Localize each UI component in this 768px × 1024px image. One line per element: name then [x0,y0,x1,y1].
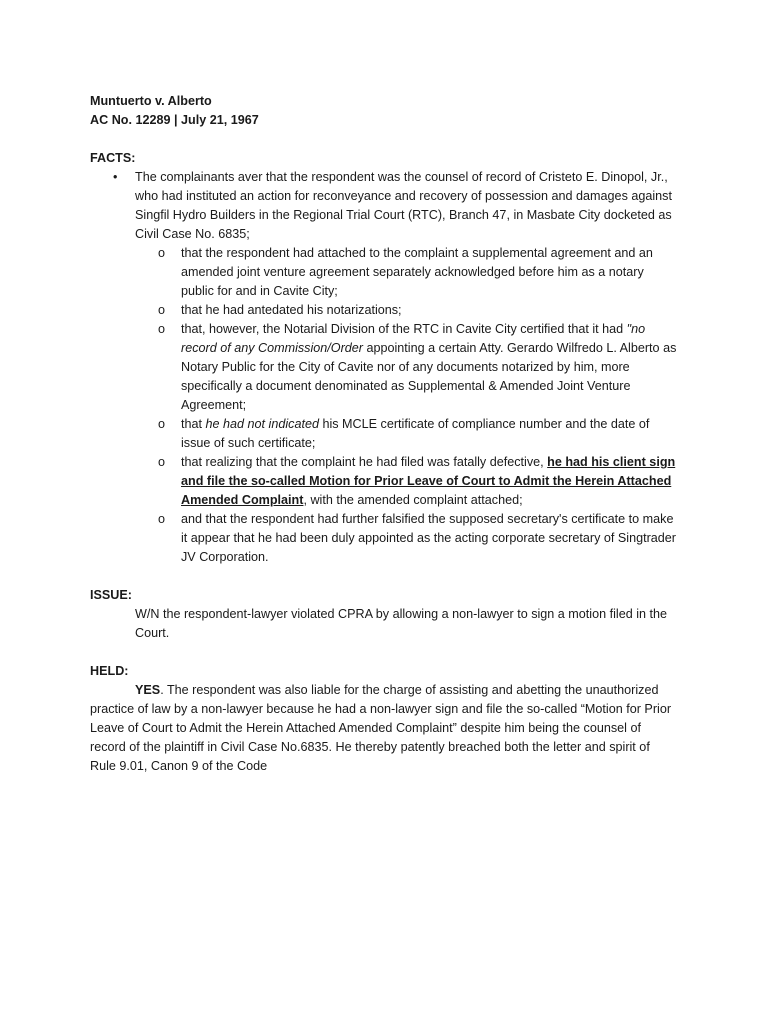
sub-text-plain: appointing a certain Atty. Gerardo Wilfredo L. Alberto as Notary Public for the City of Cavite nor of any documents notarized by him, more specifically a document denominated as Supplemental & Amended Joint Venture Agreement; [181,341,677,412]
sub-bullet-glyph: o [158,303,166,317]
sub-text-plain: that, however, the Notarial Division of the RTC in Cavite City certified that it had [181,322,627,336]
sub-bullet-glyph: o [158,322,166,336]
sub-bullet-glyph: o [158,512,166,526]
facts-sub-item [90,415,678,453]
sub-text-plain: that [181,417,206,431]
bullet-glyph: • [113,170,118,184]
held-heading: HELD: [90,664,129,678]
facts-sub-item [90,244,678,301]
issue-heading: ISSUE: [90,588,132,602]
facts-sub-list [90,244,678,567]
sub-text-italic: "no record of any Commission/Order [181,322,646,355]
held-lead: YES [135,683,161,697]
case-title: Muntuerto v. Alberto [90,94,212,108]
facts-sub-text: that he had antedated his notarizations; [181,303,402,317]
sub-bullet-glyph: o [158,246,166,260]
sub-text-underlined-bold: he had his client sign and file the so-called Motion for Prior Leave of Court to Admit the Herein Attached Amended Complaint [181,455,676,507]
sub-text-italic: he had not indicated [205,417,319,431]
held-body: . The respondent was also liable for the charge of assisting and abetting the unauthorized practice of law by a non-lawyer because he had a non-lawyer sign and file the so-called “Motion for Prior Leave of Court to Admit the Herein Attached Amended Complaint” despite him being the counsel of record of the plaintiff in Civil Case No.6835. He thereby patently breached both the letter and spirit of Rule 9.01, Canon 9 of the Code [90,683,672,773]
facts-main-bullet [90,168,678,244]
facts-sub-item [90,301,678,320]
sub-text-plain: that realizing that the complaint he had filed was fatally defective, [181,455,548,469]
sub-bullet-glyph: o [158,417,166,431]
facts-heading: FACTS: [90,151,136,165]
facts-sub-text [181,415,678,453]
sub-bullet-glyph: o [158,455,166,469]
facts-sub-text: and that the respondent had further falsified the supposed secretary's certificate to make it appear that he had been duly appointed as the acting corporate secretary of Singtrader JV Corporation. [181,512,676,564]
facts-sub-text [181,453,678,510]
case-citation: AC No. 12289 | July 21, 1967 [90,113,259,127]
held-text [90,681,678,776]
issue-text: W/N the respondent-lawyer violated CPRA by allowing a non-lawyer to sign a motion filed in the Court. [135,607,668,640]
facts-sub-item [90,320,678,415]
facts-sub-text: that the respondent had attached to the complaint a supplemental agreement and an amended joint venture agreement separately acknowledged before him as a notary public for and in Cavite City; [181,246,653,298]
sub-text-plain: his MCLE certificate of compliance number and the date of issue of such certificate; [181,417,650,450]
facts-sub-text [181,320,678,415]
sub-text-plain: , with the amended complaint attached; [303,493,523,507]
facts-main-text: The complainants aver that the respondent was the counsel of record of Cristeto E. Dinopol, Jr., who had instituted an action for reconveyance and recovery of possession and damages against Singfil Hydro Builders in the Regional Trial Court (RTC), Branch 47, in Masbate City docketed as Civil Case No. 6835; [135,170,672,241]
facts-sub-item [90,453,678,510]
facts-sub-item [90,510,678,567]
